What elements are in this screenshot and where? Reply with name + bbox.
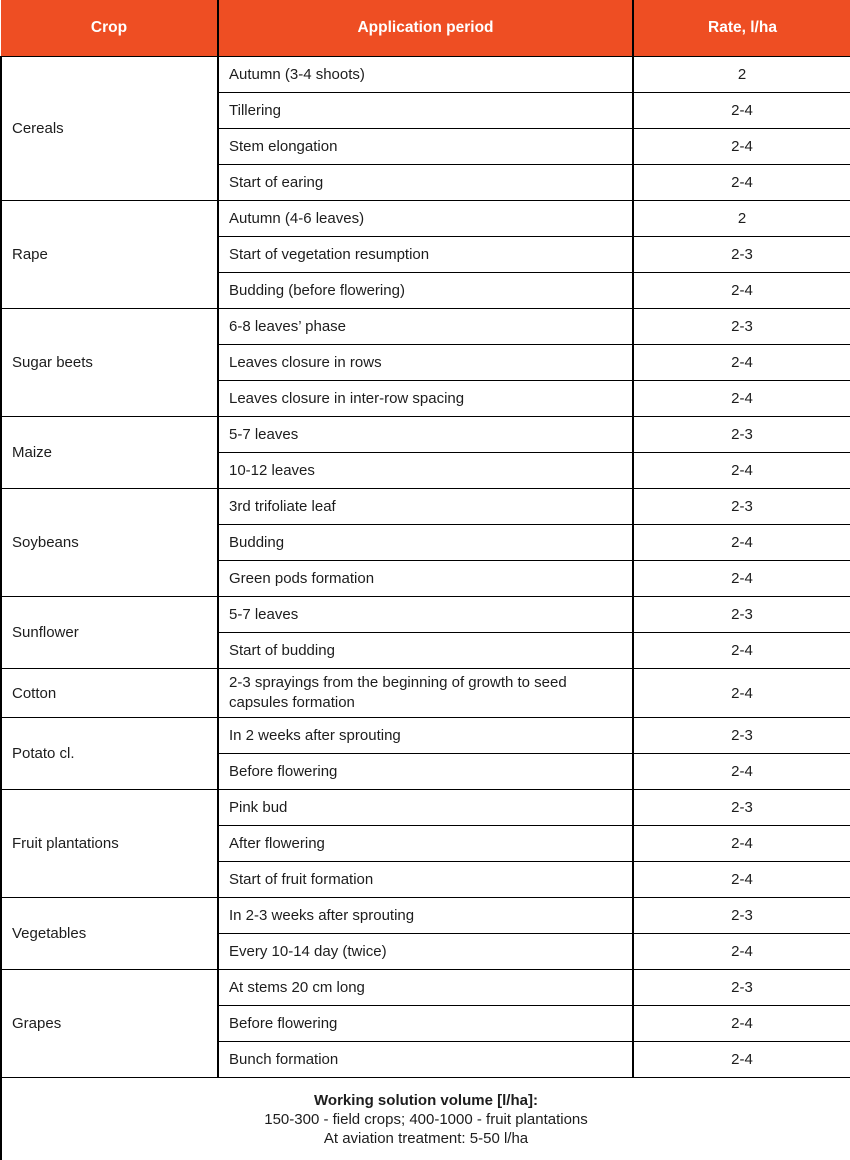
period-cell: 5-7 leaves [218,417,633,453]
header-application-period: Application period [218,0,633,57]
period-cell: Leaves closure in rows [218,345,633,381]
table-row [1,57,850,93]
period-cell: Autumn (4-6 leaves) [218,201,633,237]
crop-cell: Vegetables [1,898,218,970]
crop-cell: Sunflower [1,597,218,669]
table-footer [1,1078,850,1160]
rate-cell: 2-4 [633,862,850,898]
period-cell: Before flowering [218,754,633,790]
period-cell: 3rd trifoliate leaf [218,489,633,525]
period-cell: After flowering [218,826,633,862]
rate-cell: 2-4 [633,129,850,165]
period-cell: Leaves closure in inter-row spacing [218,381,633,417]
table-row [1,970,850,1006]
rate-cell: 2-3 [633,898,850,934]
rate-cell: 2-4 [633,381,850,417]
rate-cell: 2-3 [633,309,850,345]
crop-cell: Soybeans [1,489,218,597]
period-cell: Green pods formation [218,561,633,597]
rate-cell: 2-3 [633,718,850,754]
rate-cell: 2-4 [633,633,850,669]
period-cell: Bunch formation [218,1042,633,1078]
crop-cell: Cotton [1,669,218,718]
period-cell: Before flowering [218,1006,633,1042]
footer-cell [1,1078,850,1160]
footer-line-1: 150-300 - field crops; 400-1000 - fruit plantations [264,1110,588,1128]
table-row [1,417,850,453]
period-cell: In 2 weeks after sprouting [218,718,633,754]
rate-cell: 2-4 [633,934,850,970]
period-cell: 6-8 leaves’ phase [218,309,633,345]
period-cell: Every 10-14 day (twice) [218,934,633,970]
period-cell: Autumn (3-4 shoots) [218,57,633,93]
period-cell: Budding (before flowering) [218,273,633,309]
rate-cell: 2-3 [633,417,850,453]
table-row [1,898,850,934]
crop-cell: Fruit plantations [1,790,218,898]
rate-cell: 2-4 [633,1042,850,1078]
crop-cell: Potato cl. [1,718,218,790]
period-cell: Start of budding [218,633,633,669]
period-cell: Start of earing [218,165,633,201]
footer-title: Working solution volume [l/ha]: [314,1091,538,1109]
rate-cell: 2-4 [633,561,850,597]
rate-cell: 2-4 [633,1006,850,1042]
rate-cell: 2-4 [633,165,850,201]
period-cell: Stem elongation [218,129,633,165]
table-body [1,57,850,1078]
footer-row [1,1078,850,1160]
header-row [1,0,850,57]
rate-cell: 2 [633,57,850,93]
crop-cell: Grapes [1,970,218,1078]
period-cell: In 2-3 weeks after sprouting [218,898,633,934]
crop-cell: Cereals [1,57,218,201]
rate-cell: 2-4 [633,754,850,790]
rate-cell: 2-4 [633,273,850,309]
period-cell: At stems 20 cm long [218,970,633,1006]
table-row [1,790,850,826]
period-cell: 2-3 sprayings from the beginning of growth to seed capsules formation [218,669,633,718]
table-row [1,489,850,525]
rate-cell: 2-3 [633,489,850,525]
crop-cell: Rape [1,201,218,309]
period-cell: Start of fruit formation [218,862,633,898]
table-row [1,201,850,237]
header-crop: Crop [1,0,218,57]
rate-cell: 2-3 [633,970,850,1006]
rate-cell: 2-3 [633,237,850,273]
rate-cell: 2-4 [633,669,850,718]
period-cell: Budding [218,525,633,561]
rate-cell: 2-3 [633,597,850,633]
period-cell: Start of vegetation resumption [218,237,633,273]
rate-cell: 2-4 [633,453,850,489]
rate-cell: 2 [633,201,850,237]
period-cell: 5-7 leaves [218,597,633,633]
rate-cell: 2-3 [633,790,850,826]
crop-cell: Maize [1,417,218,489]
table-row [1,718,850,754]
footer-line-2: At aviation treatment: 5-50 l/ha [323,1129,529,1147]
table-row [1,597,850,633]
rate-cell: 2-4 [633,826,850,862]
period-cell: Pink bud [218,790,633,826]
rate-cell: 2-4 [633,345,850,381]
table-row [1,309,850,345]
period-cell: Tillering [218,93,633,129]
crop-cell: Sugar beets [1,309,218,417]
rate-cell: 2-4 [633,525,850,561]
period-cell: 10-12 leaves [218,453,633,489]
header-rate: Rate, l/ha [633,0,850,57]
rate-cell: 2-4 [633,93,850,129]
table-row [1,669,850,718]
table-header [1,0,850,57]
